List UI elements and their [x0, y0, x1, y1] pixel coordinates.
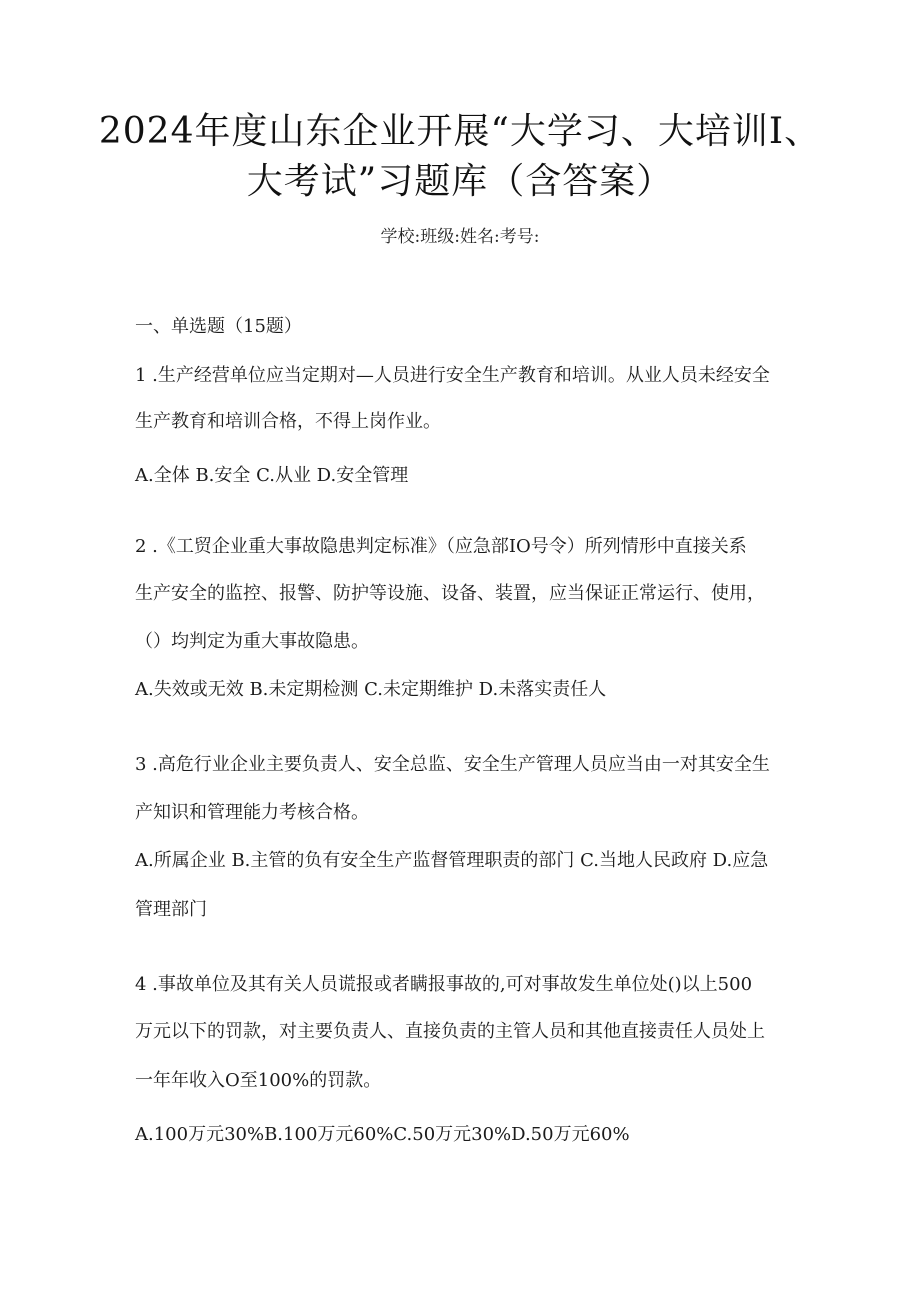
question-3-line-1: 3 .高危行业企业主要负责人、安全总监、安全生产管理人员应当由一对其安全生 [135, 754, 770, 775]
question-4-line-1: 4 .事故单位及其有关人员谎报或者瞒报事故的,可对事故发生单位处()以上500 [135, 974, 753, 995]
question-2-line-3: （）均判定为重大事故隐患。 [135, 631, 369, 652]
question-1-options: A.全体 B.安全 C.从业 D.安全管理 [135, 465, 409, 486]
student-info-line: 学校:班级:姓名:考号: [380, 227, 540, 247]
question-1-line-1: 1 .生产经营单位应当定期对—人员进行安全生产教育和培训。从业人员未经安全 [135, 365, 770, 386]
question-3-options-line-2: 管理部门 [135, 899, 207, 920]
question-3-options-line-1: A.所属企业 B.主管的负有安全生产监督管理职责的部门 C.当地人民政府 D.应急 [135, 850, 769, 871]
question-2-line-2: 生产安全的监控、报警、防护等设施、设备、装置，应当保证正常运行、使用， [135, 583, 765, 604]
question-4-line-2: 万元以下的罚款，对主要负责人、直接负责的主管人员和其他直接责任人员处上 [135, 1021, 765, 1042]
question-4-line-3: 一年年收入O至100%的罚款。 [135, 1070, 382, 1091]
question-2-line-1: 2 .《工贸企业重大事故隐患判定标准》（应急部IO号令）所列情形中直接关系 [135, 536, 747, 557]
question-3-line-2: 产知识和管理能力考核合格。 [135, 802, 369, 823]
question-4-options: A.100万元30%B.100万元60%C.50万元30%D.50万元60% [135, 1124, 630, 1145]
section-heading: 一、单选题（15题） [135, 316, 302, 337]
document-title-line-1: 2024年度山东企业开展“大学习、大培训I、 [98, 111, 822, 152]
question-2-options: A.失效或无效 B.未定期检测 C.未定期维护 D.未落实责任人 [135, 679, 607, 700]
question-1-line-2: 生产教育和培训合格，不得上岗作业。 [135, 411, 441, 432]
document-title-line-2: 大考试”习题库（含答案） [246, 161, 674, 202]
